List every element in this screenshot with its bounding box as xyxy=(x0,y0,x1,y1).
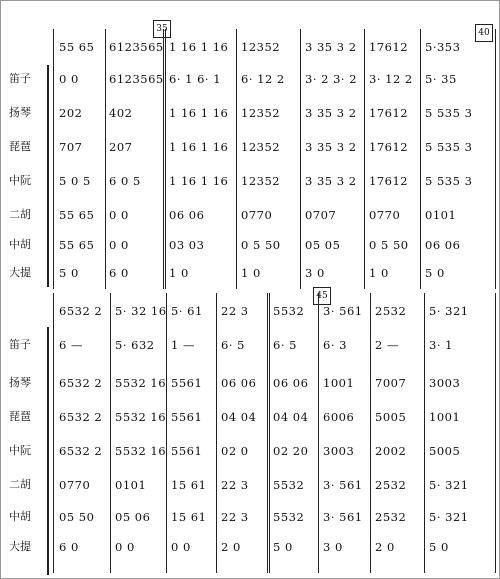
instrument-row-dati xyxy=(1,535,500,559)
instrument-label: 扬琴 xyxy=(9,106,31,119)
measure: 5532 xyxy=(273,510,305,524)
instrument-row-dati xyxy=(1,261,500,285)
measure: 5561 xyxy=(171,444,203,458)
measure: 5 0 xyxy=(59,266,79,280)
measure: 5532 16 xyxy=(115,376,167,390)
measure: 2 0 xyxy=(375,540,395,554)
measure: 04 04 xyxy=(221,410,257,424)
top-measure: 5·353 xyxy=(425,40,461,54)
measure: 3 35 3 2 xyxy=(305,140,357,154)
measure: 6532 2 xyxy=(59,376,103,390)
measure: 3· 561 xyxy=(323,510,363,524)
score-top-line xyxy=(1,299,500,323)
measure: 05 06 xyxy=(115,510,151,524)
measure: 0 5 50 xyxy=(369,238,409,252)
instrument-row-pipa xyxy=(1,135,500,159)
instrument-row-erhu xyxy=(1,203,500,227)
instrument-row-yangqin xyxy=(1,101,500,125)
barline xyxy=(236,29,237,289)
instrument-label: 琵琶 xyxy=(9,140,31,153)
instrument-label: 笛子 xyxy=(9,338,31,351)
measure: 3· 1 xyxy=(429,338,453,352)
instrument-label: 琵琶 xyxy=(9,410,31,423)
measure: 6· 3 xyxy=(323,338,347,352)
barline xyxy=(53,293,54,573)
barline xyxy=(495,29,496,289)
measure: 02 20 xyxy=(273,444,309,458)
instrument-label: 大提 xyxy=(9,266,31,279)
measure: 55 65 xyxy=(59,208,95,222)
measure: 6532 2 xyxy=(59,410,103,424)
measure: 6 0 xyxy=(109,266,129,280)
measure: 5561 xyxy=(171,410,203,424)
measure: 02 0 xyxy=(221,444,249,458)
measure: 5· 321 xyxy=(429,510,469,524)
measure: 06 06 xyxy=(425,238,461,252)
measure: 06 06 xyxy=(221,376,257,390)
double-barline xyxy=(163,29,166,289)
top-measure: 5· 61 xyxy=(171,304,203,318)
instrument-row-dizi xyxy=(1,333,500,357)
instrument-row-erhu xyxy=(1,473,500,497)
top-measure: 5· 321 xyxy=(429,304,469,318)
measure: 6· 5 xyxy=(273,338,297,352)
measure: 1 16 1 16 xyxy=(169,174,229,188)
measure: 7007 xyxy=(375,376,407,390)
measure: 6123565 xyxy=(109,72,164,86)
instrument-label: 二胡 xyxy=(9,478,31,491)
measure: 3 35 3 2 xyxy=(305,106,357,120)
measure: 6· 12 2 xyxy=(241,72,285,86)
measure: 05 50 xyxy=(59,510,95,524)
measure: 5532 16 xyxy=(115,444,167,458)
measure: 1001 xyxy=(323,376,355,390)
measure: 0770 xyxy=(241,208,273,222)
measure: 3003 xyxy=(429,376,461,390)
measure: 0 5 50 xyxy=(241,238,281,252)
measure: 3· 12 2 xyxy=(369,72,413,86)
top-measure: 17612 xyxy=(369,40,409,54)
rehearsal-mark-45: 45 xyxy=(313,287,331,305)
measure: 5005 xyxy=(429,444,461,458)
measure: 6 0 xyxy=(59,540,79,554)
measure: 5005 xyxy=(375,410,407,424)
top-measure: 22 3 xyxy=(221,304,249,318)
measure: 6006 xyxy=(323,410,355,424)
measure: 06 06 xyxy=(273,376,309,390)
measure: 17612 xyxy=(369,174,409,188)
top-measure: 5· 32 16 xyxy=(115,304,167,318)
measure: 05 05 xyxy=(305,238,341,252)
measure: 04 04 xyxy=(273,410,309,424)
measure: 1 0 xyxy=(241,266,261,280)
measure: 707 xyxy=(59,140,83,154)
measure: 2 0 xyxy=(221,540,241,554)
measure: 22 3 xyxy=(221,478,249,492)
instrument-row-zhongruan xyxy=(1,439,500,463)
top-measure: 55 65 xyxy=(59,40,95,54)
measure: 17612 xyxy=(369,140,409,154)
measure: 5561 xyxy=(171,376,203,390)
double-barline xyxy=(267,293,270,573)
barline xyxy=(370,293,371,573)
measure: 55 65 xyxy=(59,238,95,252)
measure: 1 0 xyxy=(369,266,389,280)
instrument-label: 中胡 xyxy=(9,510,31,523)
top-measure: 2532 xyxy=(375,304,407,318)
measure: 3 35 3 2 xyxy=(305,174,357,188)
barline xyxy=(110,293,111,573)
instrument-row-zhonghu xyxy=(1,233,500,257)
measure: 2532 xyxy=(375,510,407,524)
measure: 6· 1 6· 1 xyxy=(169,72,222,86)
measure: 5 0 xyxy=(429,540,449,554)
score-system-1 xyxy=(1,24,500,291)
measure: 03 03 xyxy=(169,238,205,252)
instrument-label: 大提 xyxy=(9,540,31,553)
measure: 5 535 3 xyxy=(425,106,473,120)
barline xyxy=(364,29,365,289)
top-measure: 1 16 1 16 xyxy=(169,40,229,54)
measure: 5· 35 xyxy=(425,72,457,86)
top-measure: 5532 xyxy=(273,304,305,318)
measure: 5 0 xyxy=(425,266,445,280)
score-top-line xyxy=(1,35,500,59)
barline xyxy=(53,29,54,289)
measure: 5 535 3 xyxy=(425,140,473,154)
measure: 0707 xyxy=(305,208,337,222)
measure: 2 — xyxy=(375,338,399,352)
measure: 1001 xyxy=(429,410,461,424)
measure: 0 0 xyxy=(109,208,129,222)
instrument-row-pipa xyxy=(1,405,500,429)
measure: 0 0 xyxy=(59,72,79,86)
measure: 207 xyxy=(109,140,133,154)
measure: 0101 xyxy=(425,208,457,222)
top-measure: 3 35 3 2 xyxy=(305,40,357,54)
measure: 17612 xyxy=(369,106,409,120)
measure: 1 — xyxy=(171,338,195,352)
measure: 2002 xyxy=(375,444,407,458)
measure: 6· 5 xyxy=(221,338,245,352)
measure: 5· 321 xyxy=(429,478,469,492)
top-measure: 12352 xyxy=(241,40,281,54)
measure: 5532 16 xyxy=(115,410,167,424)
measure: 402 xyxy=(109,106,133,120)
measure: 1 16 1 16 xyxy=(169,106,229,120)
measure: 0101 xyxy=(115,478,147,492)
measure: 22 3 xyxy=(221,510,249,524)
measure: 3 0 xyxy=(305,266,325,280)
measure: 12352 xyxy=(241,174,281,188)
measure: 0 0 xyxy=(171,540,191,554)
measure: 2532 xyxy=(375,478,407,492)
measure: 1 16 1 16 xyxy=(169,140,229,154)
measure: 3· 2 3· 2 xyxy=(305,72,358,86)
top-measure: 3· 561 xyxy=(323,304,363,318)
measure: 0770 xyxy=(369,208,401,222)
measure: 6 — xyxy=(59,338,83,352)
barline xyxy=(318,293,319,573)
measure: 5532 xyxy=(273,478,305,492)
measure: 15 61 xyxy=(171,478,207,492)
measure: 3 0 xyxy=(323,540,343,554)
instrument-row-dizi xyxy=(1,67,500,91)
measure: 1 0 xyxy=(169,266,189,280)
rehearsal-mark-35: 35 xyxy=(153,20,171,38)
instrument-label: 笛子 xyxy=(9,72,31,85)
barline xyxy=(216,293,217,573)
barline xyxy=(424,293,425,573)
measure: 5 0 5 xyxy=(59,174,91,188)
instrument-label: 中阮 xyxy=(9,174,31,187)
instrument-label: 中阮 xyxy=(9,444,31,457)
barline xyxy=(105,29,106,289)
measure: 15 61 xyxy=(171,510,207,524)
barline xyxy=(420,29,421,289)
measure: 0 0 xyxy=(109,238,129,252)
top-measure: 6532 2 xyxy=(59,304,103,318)
measure: 0770 xyxy=(59,478,91,492)
rehearsal-mark-40: 40 xyxy=(475,24,493,42)
measure: 6 0 5 xyxy=(109,174,141,188)
measure: 06 06 xyxy=(169,208,205,222)
instrument-row-zhongruan xyxy=(1,169,500,193)
instrument-label: 中胡 xyxy=(9,238,31,251)
measure: 0 0 xyxy=(115,540,135,554)
measure: 5 535 3 xyxy=(425,174,473,188)
barline xyxy=(495,293,496,573)
instrument-row-yangqin xyxy=(1,371,500,395)
measure: 12352 xyxy=(241,106,281,120)
top-measure: 6123565 xyxy=(109,40,164,54)
barline xyxy=(300,29,301,289)
measure: 202 xyxy=(59,106,83,120)
measure: 5 0 xyxy=(273,540,293,554)
measure: 3· 561 xyxy=(323,478,363,492)
instrument-label: 扬琴 xyxy=(9,376,31,389)
instrument-label: 二胡 xyxy=(9,208,31,221)
measure: 12352 xyxy=(241,140,281,154)
score-system-2 xyxy=(1,293,500,578)
measure: 5· 632 xyxy=(115,338,155,352)
measure: 3003 xyxy=(323,444,355,458)
instrument-row-zhonghu xyxy=(1,505,500,529)
barline xyxy=(166,293,167,573)
measure: 6532 2 xyxy=(59,444,103,458)
